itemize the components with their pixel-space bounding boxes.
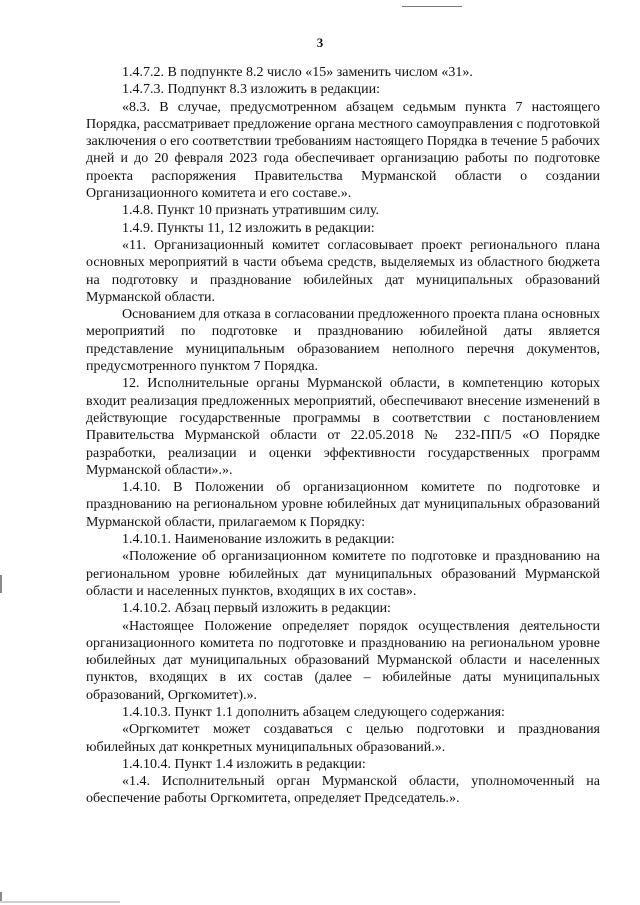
page-number: 3 bbox=[316, 35, 324, 50]
document-body bbox=[86, 64, 600, 808]
paragraph: 1.4.10.2. Абзац первый изложить в редакции: bbox=[122, 601, 391, 617]
top-rule bbox=[402, 6, 462, 7]
scan-edge-mark bbox=[0, 575, 2, 593]
paragraph: «1.4. Исполнительный орган Мурманской области, уполномоченный на обеспечение работы Оргкомитета, определяет Председатель.». bbox=[86, 774, 600, 807]
paragraph: «11. Организационный комитет согласовывает проект регионального плана основных мероприятий в части объема средств, выделяемых из областного бюджета на подготовку и празднование юбилейных дат муниципальных образований Мурманской области. bbox=[86, 237, 600, 305]
paragraph: Основанием для отказа в согласовании предложенного проекта плана основных мероприятий по подготовке и празднованию юбилейной даты является представление муниципальным образованием неполного перечня документов, предусмотренного пунктом 7 Порядка. bbox=[86, 307, 600, 375]
paragraph: «Положение об организационном комитете по подготовке и празднованию на региональном уровне юбилейных дат муниципальных образований Мурманской области и населенных пунктов, входящих в их состав». bbox=[86, 549, 600, 599]
paragraph: 1.4.10. В Положении об организационном комитете по подготовке и празднованию на региональном уровне юбилейных дат муниципальных образований Мурманской области, прилагаемом к Порядку: bbox=[86, 480, 600, 530]
paragraph: 1.4.10.3. Пункт 1.1 дополнить абзацем следующего содержания: bbox=[122, 704, 505, 720]
paragraph: 1.4.10.4. Пункт 1.4 изложить в редакции: bbox=[122, 756, 366, 772]
paragraph: 1.4.8. Пункт 10 признать утратившим силу. bbox=[122, 203, 379, 219]
paragraph: 1.4.7.3. Подпункт 8.3 изложить в редакции: bbox=[122, 82, 381, 98]
paragraph: «Настоящее Положение определяет порядок осуществления деятельности организационного комитета по подготовке и празднованию на региональном уровне юбилейных дат муниципальных образований Мурманской области и населенных пунктов, входящих в их состав (далее – юбилейные даты муниципальных образований, Оргкомитет).». bbox=[86, 618, 600, 703]
paragraph: «8.3. В случае, предусмотренном абзацем седьмым пункта 7 настоящего Порядка, рассматривает предложение органа местного самоуправления с подготовкой заключения о его соответствии требованиям настоящего Порядка в течение 5 рабочих дней и до 20 февраля 2023 года обеспечивает организацию работы по подготовке проекта распоряжения Правительства Мурманской области о создании Организационного комитета и его составе.». bbox=[86, 99, 600, 202]
paragraph: 12. Исполнительные органы Мурманской области, в компетенцию которых входит реализация предложенных мероприятий, обеспечивают внесение изменений в действующие государственные программы в соответствии с постановлением Правительства Мурманской области от 22.05.2018 № 232-ПП/5 «О Порядке разработки, реализации и оценки эффективности государственных программ Мурманской области».». bbox=[86, 376, 600, 478]
paragraph: 1.4.9. Пункты 11, 12 изложить в редакции: bbox=[122, 220, 375, 236]
paragraph: 1.4.10.1. Наименование изложить в редакции: bbox=[122, 532, 395, 548]
paragraph: 1.4.7.2. В подпункте 8.2 число «15» заменить числом «31». bbox=[122, 65, 473, 80]
scan-edge-mark bbox=[0, 901, 120, 903]
paragraph: «Оргкомитет может создаваться с целью подготовки и празднования юбилейных дат конкретных муниципальных образований.». bbox=[86, 722, 600, 755]
